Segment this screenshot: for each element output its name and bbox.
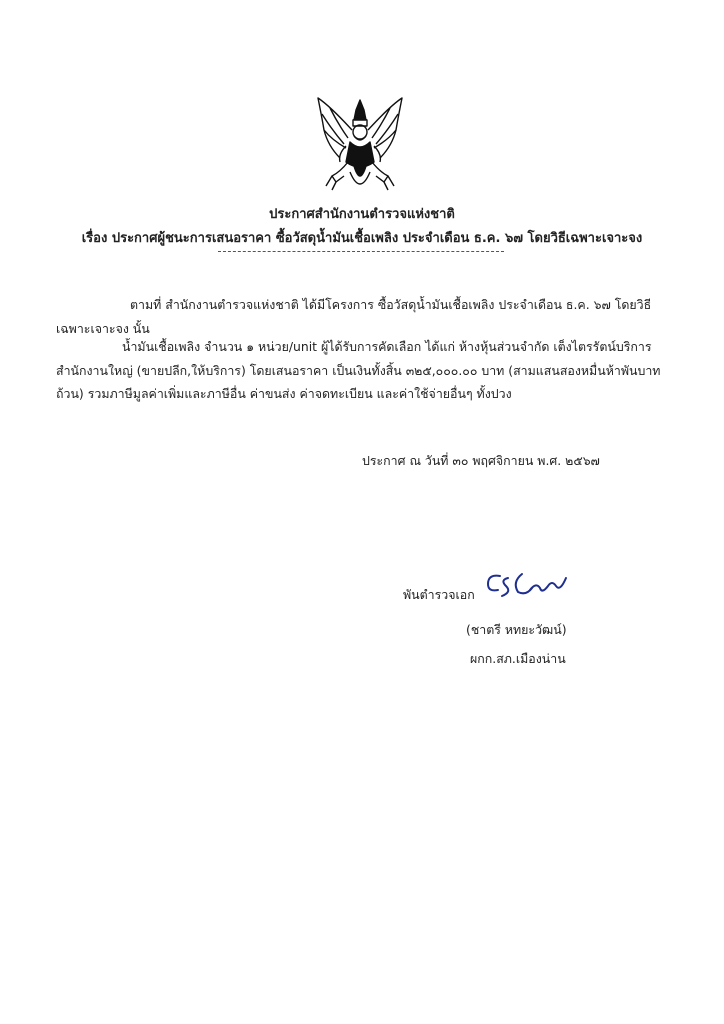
paragraph2-line2: สำนักงานใหญ่ (ขายปลีก,ให้บริการ) โดยเสนอราคา เป็นเงินทั้งสิ้น ๓๒๕,๐๐๐.๐๐ บาท (สามแสนสองหมื่นห้าพันบาท xyxy=(56,363,661,378)
document-subject: เรื่อง ประกาศผู้ชนะการเสนอราคา ซื้อวัสดุน้ำมันเชื้อเพลิง ประจำเดือน ธ.ค. ๖๗ โดยวิธีเฉพาะเจาะจง xyxy=(81,231,643,246)
paragraph2-line3: ถ้วน) รวมภาษีมูลค่าเพิ่มและภาษีอื่น ค่าขนส่ง ค่าจดทะเบียน และค่าใช้จ่ายอื่นๆ ทั้งปวง xyxy=(56,386,512,401)
signer-rank: พันตำรวจเอก xyxy=(403,587,475,602)
signer-position: ผกก.สภ.เมืองน่าน xyxy=(470,651,566,666)
paragraph2-line1: น้ำมันเชื้อเพลิง จำนวน ๑ หน่วย/unit ผู้ได้รับการคัดเลือก ได้แก่ ห้างหุ้นส่วนจำกัด เต็งไตรรัตน์บริการ xyxy=(122,339,652,354)
garuda-emblem-icon xyxy=(310,96,410,200)
signer-name: (ชาตรี หทยะวัฒน์) xyxy=(466,622,567,637)
handwritten-signature-icon xyxy=(480,566,570,602)
paragraph1-line1: ตามที่ สำนักงานตำรวจแห่งชาติ ได้มีโครงการ ซื้อวัสดุน้ำมันเชื้อเพลิง ประจำเดือน ธ.ค. ๖๗ โดยวิธี xyxy=(130,297,652,312)
paragraph1-line2: เฉพาะเจาะจง นั้น xyxy=(56,321,150,336)
announcement-date: ประกาศ ณ วันที่ ๓๐ พฤศจิกายน พ.ศ. ๒๕๖๗ xyxy=(362,453,600,468)
title-divider xyxy=(218,251,504,252)
document-title: ประกาศสำนักงานตำรวจแห่งชาติ xyxy=(269,207,455,222)
